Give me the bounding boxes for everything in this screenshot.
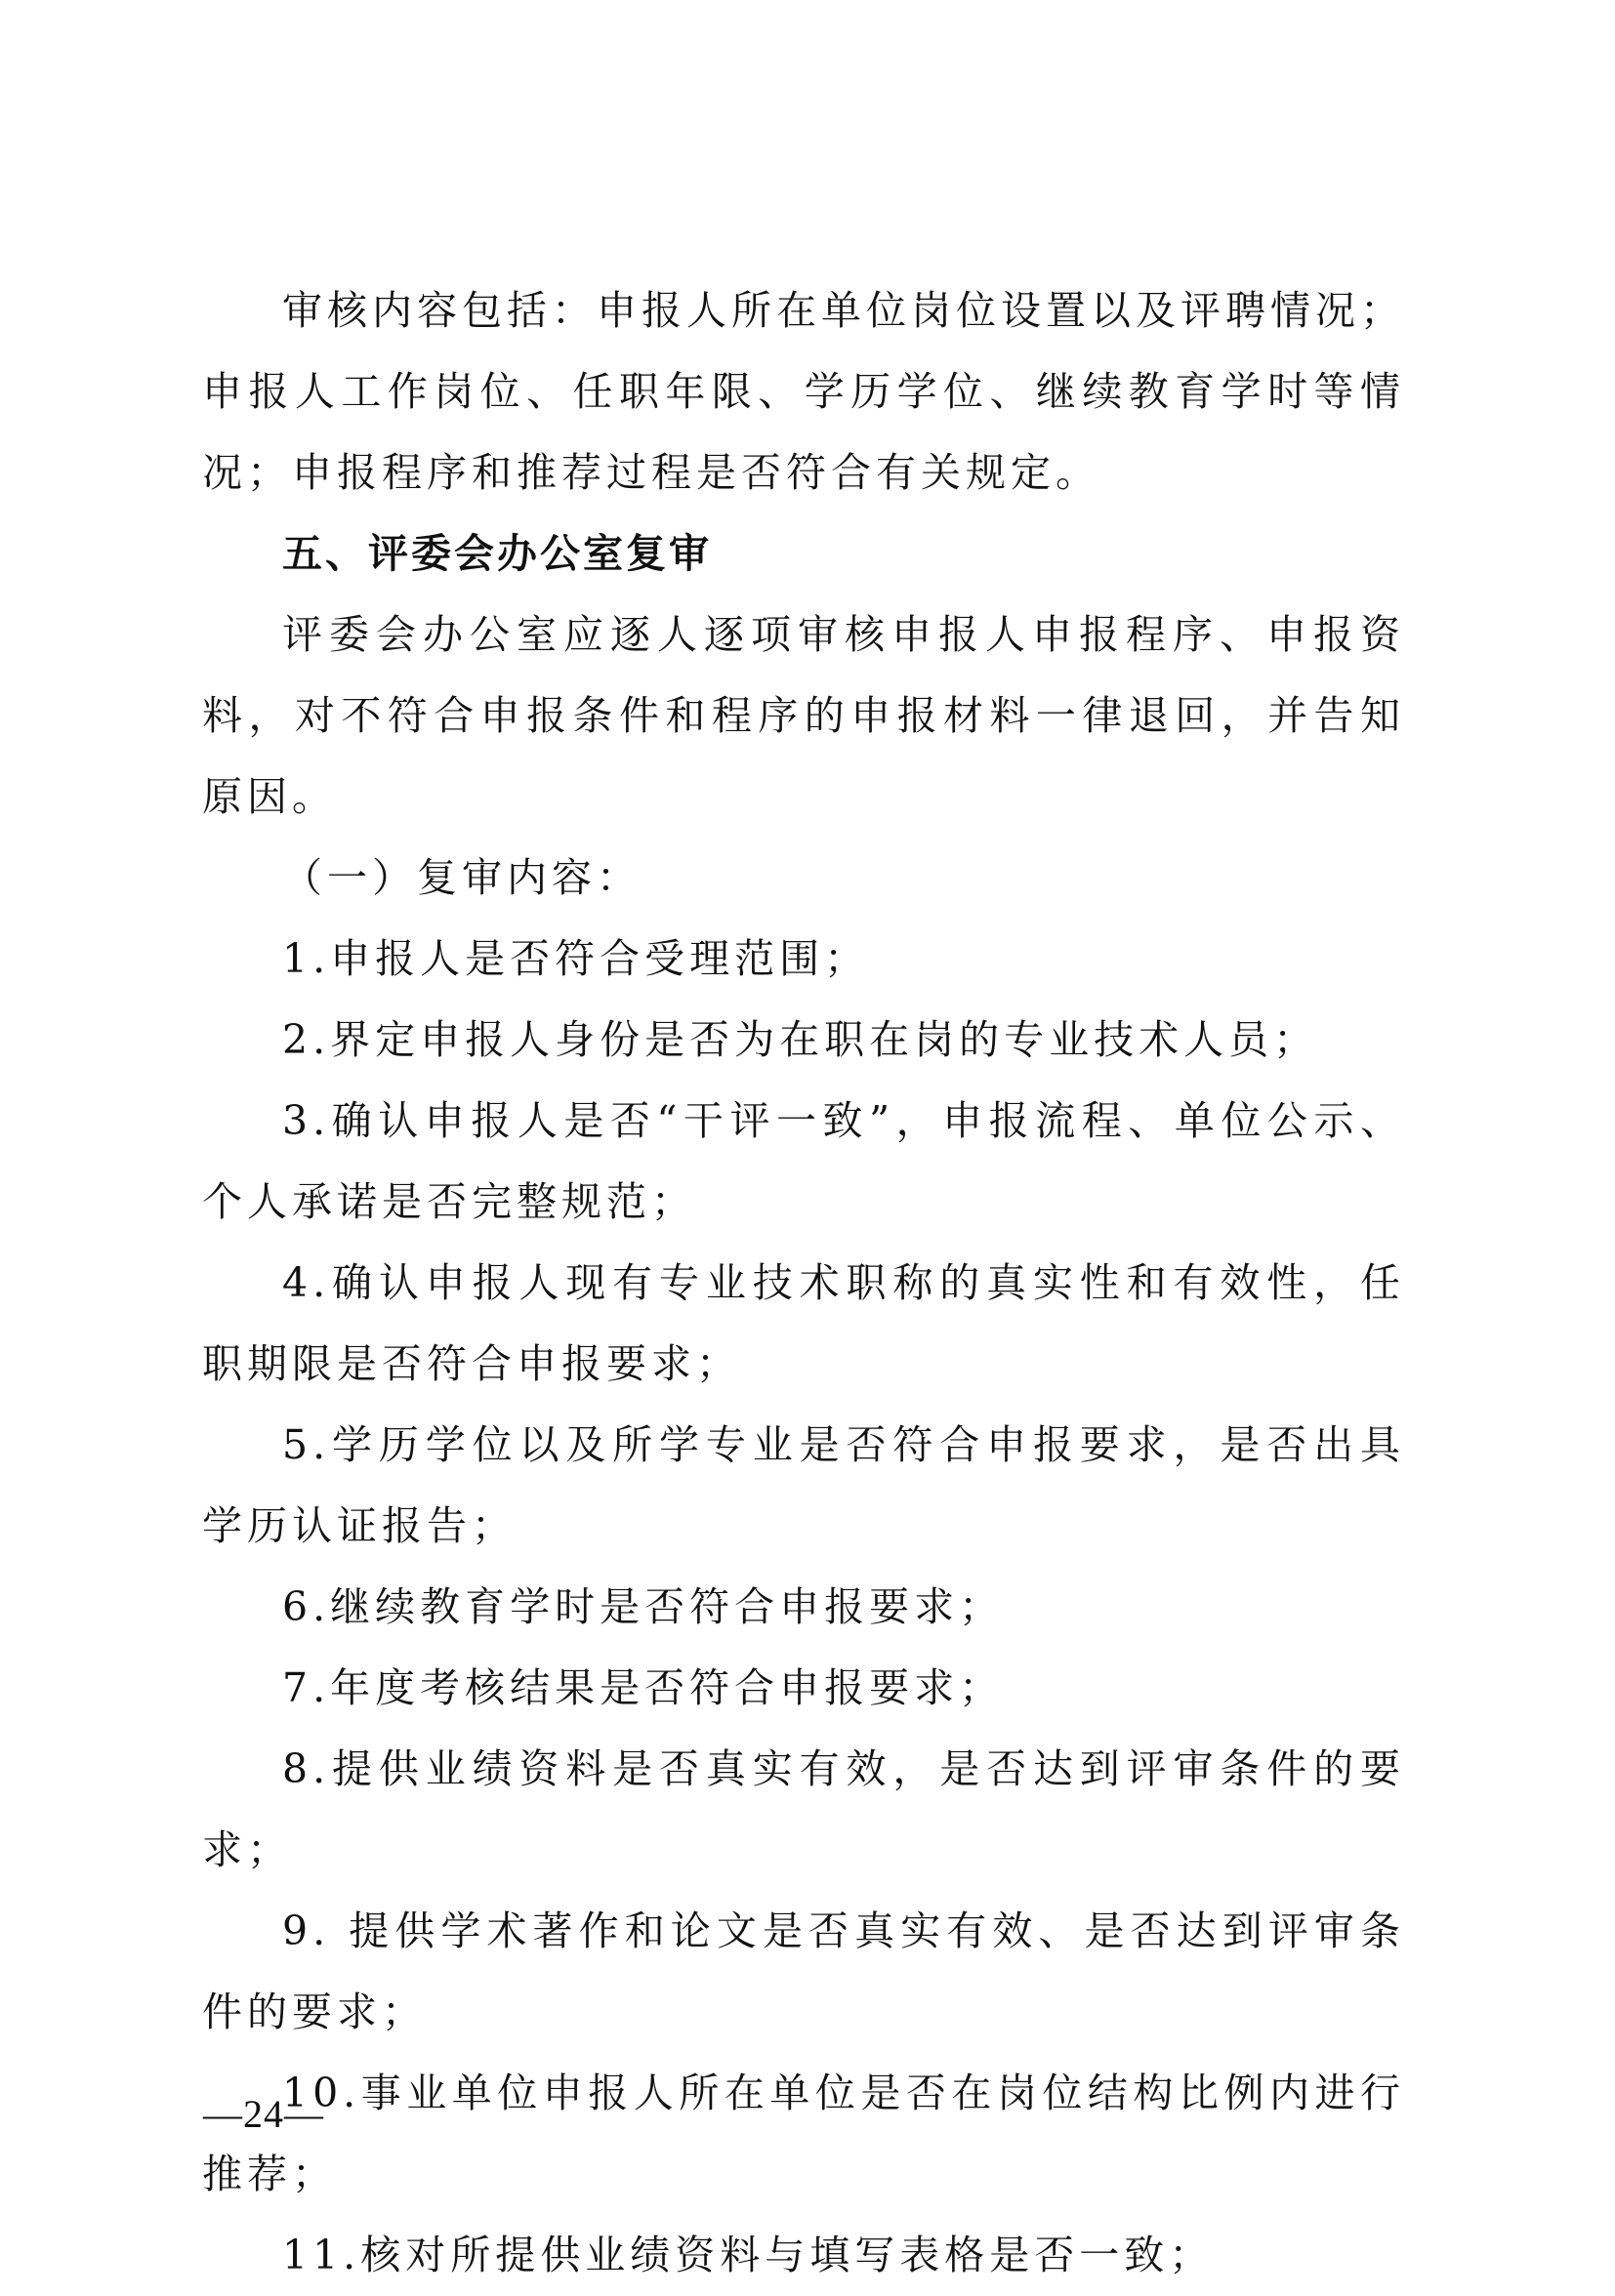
list-item-1: 1.申报人是否符合受理范围； — [282, 935, 870, 982]
section-paragraph: 评委会办公室应逐人逐项审核申报人申报程序、申报资料，对不符合申报条件和程序的申报材料一律退回，并告知原因。 — [202, 611, 1405, 820]
list-item-4: 4.确认申报人现有专业技术职称的真实性和有效性，任职期限是否符合申报要求； — [202, 1259, 1405, 1387]
list-item-5: 5.学历学位以及所学专业是否符合申报要求，是否出具学历认证报告； — [202, 1421, 1405, 1549]
section-heading: 五、评委会办公室复审 — [282, 530, 712, 577]
page-number: —24— — [203, 2092, 324, 2136]
subsection-heading: （一）复审内容： — [282, 854, 642, 901]
list-item-8: 8.提供业绩资料是否真实有效，是否达到评审条件的要求； — [202, 1745, 1405, 1873]
list-item-7: 7.年度考核结果是否符合申报要求； — [282, 1664, 1005, 1711]
intro-paragraph: 审核内容包括：申报人所在单位岗位设置以及评聘情况；申报人工作岗位、任职年限、学历学位、继续教育学时等情况；申报程序和推荐过程是否符合有关规定。 — [202, 287, 1405, 496]
list-item-6: 6.继续教育学时是否符合申报要求； — [282, 1583, 1005, 1630]
body-text — [202, 270, 1405, 2296]
list-item-10: 10.事业单位申报人所在单位是否在岗位结构比例内进行推荐； — [202, 2070, 1405, 2197]
list-item-3: 3.确认申报人是否“干评一致”，申报流程、单位公示、个人承诺是否完整规范； — [202, 1097, 1405, 1225]
list-item-2: 2.界定申报人身份是否为在职在岗的专业技术人员； — [282, 1016, 1319, 1063]
list-item-9: 9. 提供学术著作和论文是否真实有效、是否达到评审条件的要求； — [202, 1907, 1405, 2035]
list-item-11: 11.核对所提供业绩资料与填写表格是否一致； — [282, 2232, 1215, 2278]
